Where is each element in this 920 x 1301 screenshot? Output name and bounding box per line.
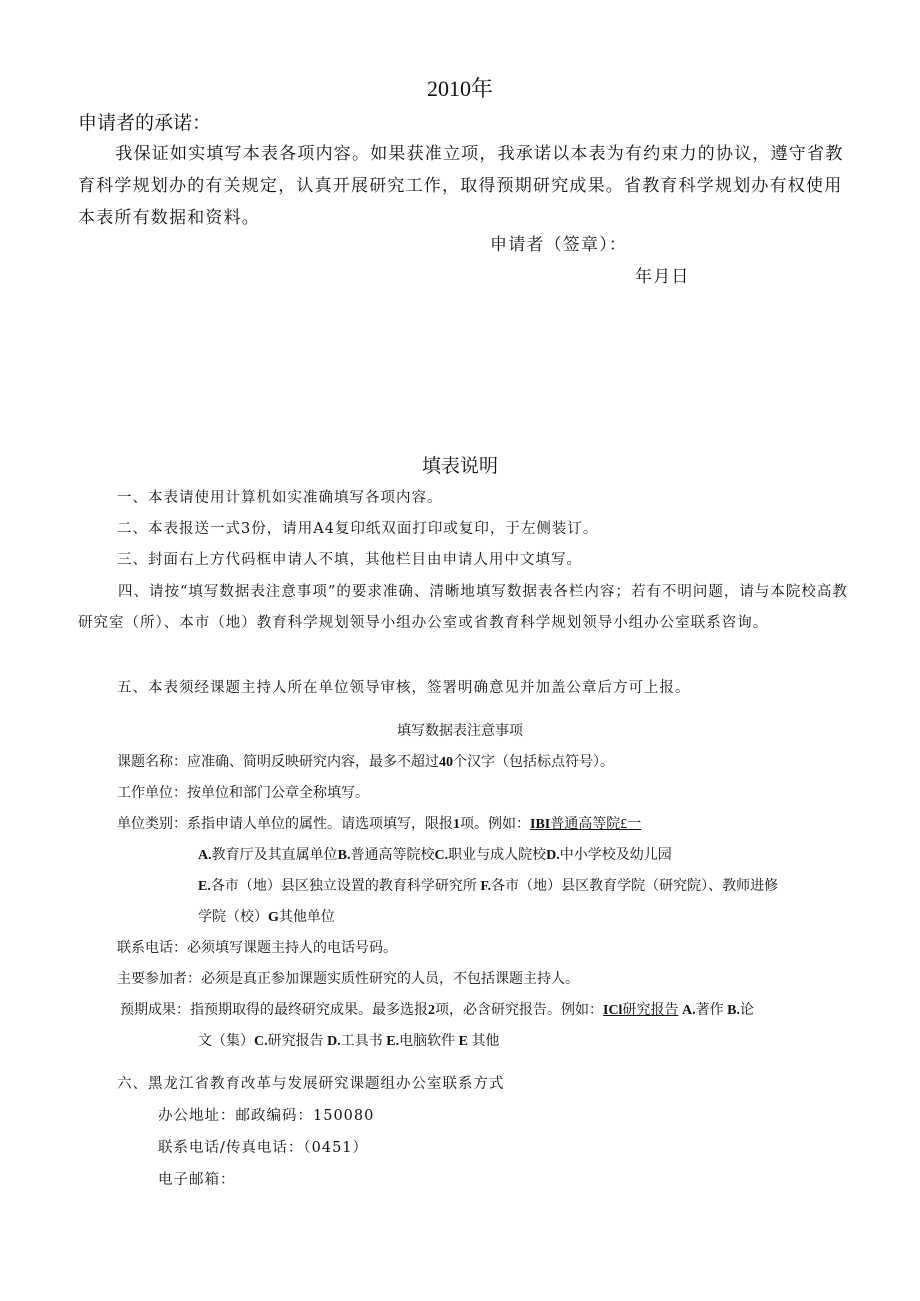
contact-heading: 六、黑龙江省教育改革与发展研究课题组办公室联系方式: [117, 1076, 505, 1092]
option-b-key: B.: [337, 848, 351, 863]
instruction-item-1: 一、本表请使用计算机如实准确填写各项内容。: [117, 490, 443, 506]
instruction-item-2: 二、本表报送一式3份，请用A4复印纸双面打印或复印，于左侧装订。: [117, 521, 599, 537]
outcome-e-key: E.: [386, 1034, 400, 1049]
contact-phone: 联系电话/传真电话：（0451）: [158, 1140, 369, 1156]
note-category-num: 1: [453, 817, 460, 832]
option-f-cont: 学院（校）: [198, 910, 268, 925]
note-participants-text: 必须是真正参加课题实质性研究的人员，不包括课题主持人。: [201, 972, 579, 987]
outcome-c-text: 研究报告: [267, 1034, 324, 1049]
option-d-key: D.: [546, 848, 560, 863]
note-category-label: 单位类别：: [117, 817, 187, 832]
note-topic-label: 课题名称：: [117, 755, 187, 770]
note-category-options-1: [198, 844, 672, 864]
note-participants-label: 主要参加者：: [117, 972, 201, 987]
option-g-key: G: [268, 910, 279, 925]
option-e-key: E.: [198, 879, 211, 894]
note-outcome: [120, 999, 754, 1019]
note-topic-num: 40: [439, 755, 453, 770]
outcome-b-cont: 文（集）: [198, 1034, 254, 1049]
notes-title: 填写数据表注意事项: [397, 724, 523, 739]
note-category-example-text: 普通高等院£一: [550, 817, 642, 832]
note-outcome-num: 2: [428, 1003, 435, 1018]
contact-email: 电子邮箱：: [158, 1172, 236, 1188]
option-g-text: 其他单位: [278, 910, 335, 925]
instruction-item-3: 三、封面右上方代码框申请人不填，其他栏目由申请人用中文填写。: [117, 552, 582, 568]
note-category-text-b: 项。例如：: [460, 817, 530, 832]
contact-address: 办公地址：邮政编码：150080: [158, 1108, 375, 1124]
outcome-e2-text: 其他: [471, 1034, 500, 1049]
outcome-b-text: 论: [739, 1003, 754, 1018]
instruction-item-4: 四、请按“填写数据表注意事项”的要求准确、清晰地填写数据表各栏内容；若有不明问题，请与本院校高教研究室（所）、本市（地）教育科学规划领导小组办公室或省教育科学规划领导小组办公室联系咨询。: [78, 584, 848, 631]
date-label: 年月日: [635, 267, 690, 287]
instruction-item-5: 五、本表须经课题主持人所在单位领导审核，签署明确意见并加盖公章后方可上报。: [117, 680, 691, 696]
option-a-key: A.: [198, 848, 212, 863]
note-outcome-label: 预期成果：: [120, 1003, 190, 1018]
note-category-example-code: IBI: [530, 817, 551, 832]
note-topic-text-b: 个汉字（包括标点符号）。: [453, 755, 614, 770]
note-category-text-a: 系指申请人单位的属性。请选项填写，限报: [187, 817, 453, 832]
outcome-e-text: 电脑软件: [399, 1034, 456, 1049]
note-phone-text: 必须填写课题主持人的电话号码。: [187, 941, 397, 956]
outcome-e2-key: E: [458, 1034, 468, 1049]
note-topic-text-a: 应准确、简明反映研究内容，最多不超过: [187, 755, 439, 770]
year-title: 2010年: [426, 76, 493, 101]
option-e-text: 各市（地）县区独立设置的教育科学研究所: [210, 879, 477, 894]
option-f-text: 各市（地）县区教育学院（研究院）、教师进修: [491, 879, 779, 894]
pledge-heading: 申请者的承诺：: [78, 112, 212, 134]
note-outcome-options: [198, 1030, 499, 1050]
note-unit-label: 工作单位：: [117, 786, 187, 801]
signature-label: 申请者（签章）：: [490, 235, 628, 255]
outcome-c-key: C.: [254, 1034, 268, 1049]
option-c-text: 职业与成人院校: [448, 848, 547, 863]
note-participants: [117, 968, 579, 988]
note-outcome-text-b: 项，必含研究报告。例如：: [435, 1003, 603, 1018]
option-a-text: 教育厅及其直属单位: [211, 848, 338, 863]
note-category: [117, 813, 641, 833]
pledge-body: 我保证如实填写本表各项内容。如果获准立项，我承诺以本表为有约束力的协议，遵守省教育科学规划办的有关规定，认真开展研究工作，取得预期研究成果。省教育科学规划办有权使用本表所有数据和资料。: [78, 144, 844, 228]
outcome-a-text: 著作: [695, 1003, 724, 1018]
option-c-key: C.: [434, 848, 449, 863]
outcome-a-key: A.: [681, 1003, 696, 1018]
note-unit-text: 按单位和部门公章全称填写。: [187, 786, 369, 801]
option-b-text: 普通高等院校: [350, 848, 435, 863]
note-unit: [117, 782, 369, 802]
instructions-title: 填表说明: [421, 455, 498, 477]
note-phone: [117, 937, 397, 957]
option-d-text: 中小学校及幼儿园: [559, 848, 672, 863]
note-category-options-2: [198, 875, 778, 895]
option-f-key: F.: [480, 879, 492, 894]
note-category-options-3: [198, 906, 335, 926]
note-topic: [117, 751, 614, 771]
note-outcome-example-text: 研究报告: [622, 1003, 679, 1018]
note-phone-label: 联系电话：: [117, 941, 187, 956]
outcome-d-text: 工具书: [340, 1034, 383, 1049]
outcome-b-key: B.: [727, 1003, 740, 1018]
outcome-d-key: D.: [327, 1034, 341, 1049]
note-outcome-text-a: 指预期取得的最终研究成果。最多选报: [190, 1003, 428, 1018]
note-outcome-example-code: ICl: [603, 1003, 623, 1018]
